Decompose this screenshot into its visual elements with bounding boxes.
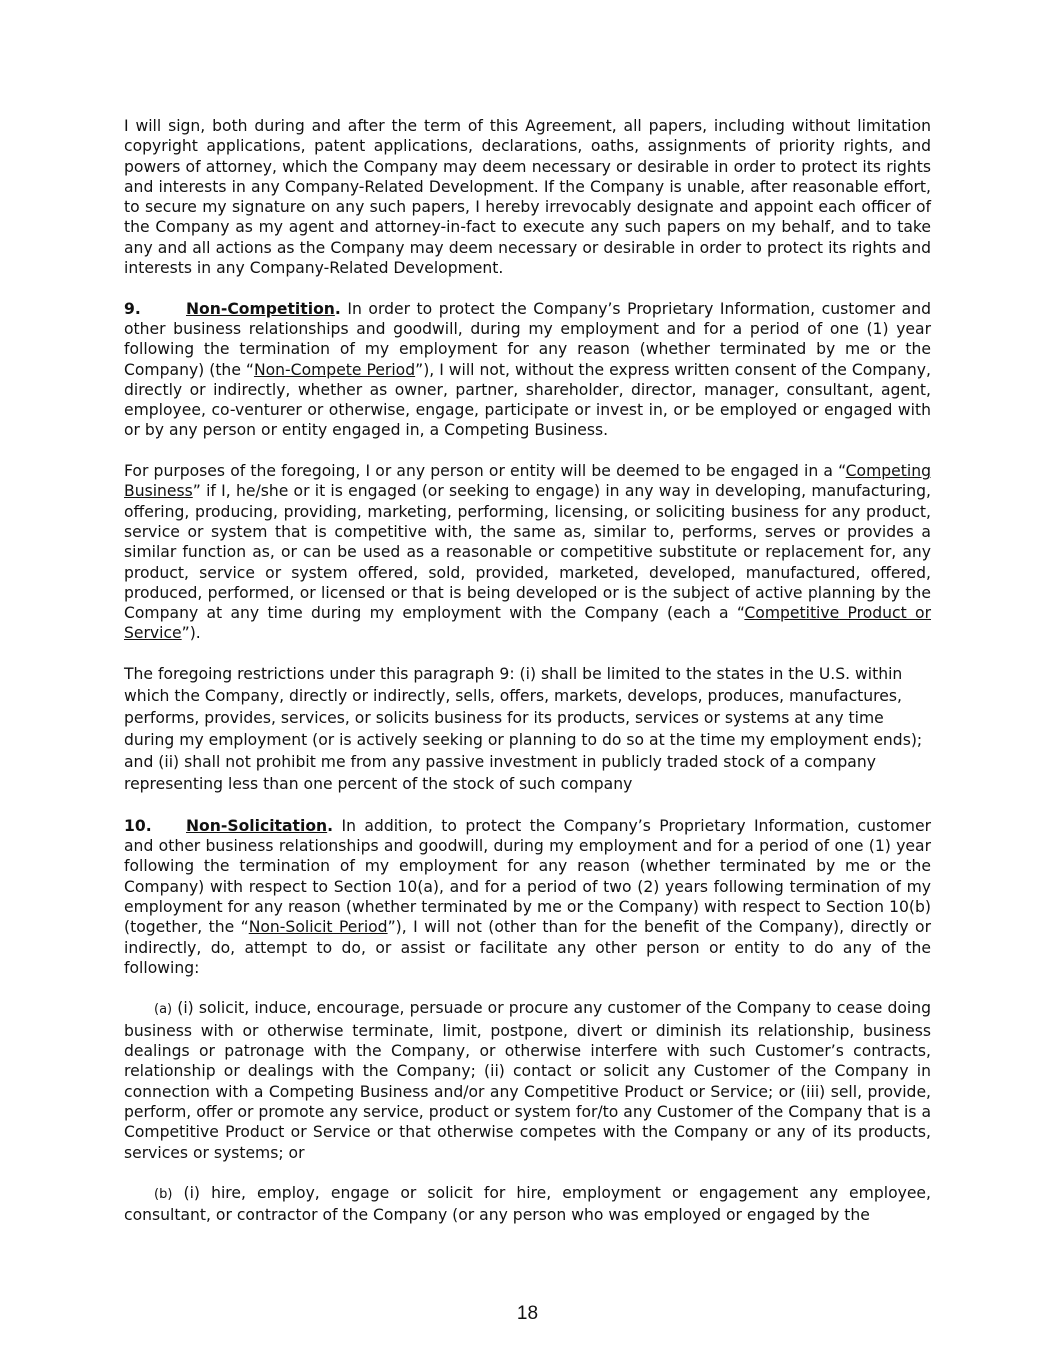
defined-term: Non-Solicit Period bbox=[248, 918, 388, 937]
defined-term: Competing Business bbox=[124, 462, 931, 501]
paragraph-text: ” if I, he/she or it is engaged (or seeking to engage) in any way in developing, manufacturing, offering, producing, providing, marketing, performing, licensing, or soliciting business for any product, service or system that is competitive with, the same as, similar to, performs, serves or provides a similar function as, or can be used as a reasonable or competitive substitute or replacement for, any product, service or system offered, sold, provided, marketed, developed, manufactured, offered, produced, performed, or licensed or that is being developed or is the subject of active planning by the Company at any time during my employment with the Company (each a “ bbox=[124, 482, 931, 623]
section-text: ”), I will not (other than for the benefit of the Company), directly or indirectly, do, attempt to do, or assist or facilitate any other person or entity to do any of the following: bbox=[124, 918, 931, 977]
section-9-non-competition bbox=[124, 299, 931, 441]
subsection-label: (a) bbox=[154, 1002, 173, 1018]
subsection-text: (i) solicit, induce, encourage, persuade or procure any customer of the Company to cease doing business with or otherwise terminate, limit, postpone, divert or diminish its relationship, business dealings or patronage with the Company, or otherwise interfere with such Customer’s contracts, relationship or dealings with the Company; (ii) contact or solicit any Customer of the Company in connection with a Competing Business and/or any Competitive Product or Service; or (iii) sell, provide, perform, offer or promote any service, product or system for/to any Customer of the Company that is a Competitive Product or Service or that otherwise competes with the Company or any of its products, services or systems; or bbox=[124, 999, 931, 1162]
defined-term: Non-Compete Period bbox=[253, 360, 416, 379]
page-number: 18 bbox=[516, 1303, 539, 1324]
subsection-text: (i) hire, employ, engage or solicit for hire, employment or engagement any employee, consultant, or contractor of the Company (or any person who was employed or engaged by the bbox=[124, 1184, 931, 1225]
document-page bbox=[124, 116, 931, 1246]
section-text: In order to protect the Company’s Proprietary Information, customer and other business relationships and goodwill, during my employment and for a period of one (1) year following the termination of my employment for any reason (whether terminated by me or the Company) (the “ bbox=[124, 299, 931, 379]
heading-punct: . bbox=[334, 299, 341, 318]
paragraph-signature-papers: I will sign, both during and after the term of this Agreement, all papers, including without limitation copyright applications, patent applications, declarations, oaths, assignments of priority rights, and powers of attorney, which the Company may deem necessary or desirable in order to protect its rights and interests in any Company-Related Development. If the Company is unable, after reasonable effort, to secure my signature on any such papers, I hereby irrevocably designate and appoint each officer of the Company as my agent and attorney-in-fact to execute any such papers on my behalf, and to take any and all actions as the Company may deem necessary or desirable in order to protect its rights and interests in any Company-Related Development. bbox=[124, 117, 931, 278]
section-number: 10. bbox=[124, 816, 152, 835]
subsection-a bbox=[124, 998, 931, 1162]
paragraph-text: For purposes of the foregoing, I or any person or entity will be deemed to be engaged in a “ bbox=[124, 462, 846, 481]
subsection-b bbox=[124, 1183, 931, 1226]
section-text: ”), I will not, without the express written consent of the Company, directly or indirectly, whether as owner, partner, shareholder, director, manager, consultant, agent, employee, co-venturer or otherwise, engage, participate or invest in, or be employed or engaged with or by any person or entity engaged in, a Competing Business. bbox=[124, 360, 931, 440]
defined-term: Competitive Product or Service bbox=[124, 604, 931, 643]
paragraph-text: ”). bbox=[181, 624, 201, 643]
section-heading: Non-Solicitation bbox=[186, 816, 328, 835]
paragraph-restrictions: The foregoing restrictions under this paragraph 9: (i) shall be limited to the states in the U.S. within which the Company, directly or indirectly, sells, offers, markets, develops, produces, manufactures, performs, provides, services, or solicits business for its products, services or systems at any time during my employment (or is actively seeking or planning to do so at the time my employment ends); and (ii) shall not prohibit me from any passive investment in publicly traded stock of a company representing less than one percent of the stock of such company bbox=[124, 665, 923, 793]
subsection-label: (b) bbox=[154, 1187, 173, 1203]
section-heading: Non-Competition bbox=[186, 299, 335, 318]
heading-punct: . bbox=[327, 816, 334, 835]
section-text: In addition, to protect the Company’s Proprietary Information, customer and other business relationships and goodwill, during my employment and for a period of one (1) year following the termination of my employment for any reason (whether terminated by me or the Company) with respect to Section 10(a), and for a period of two (2) years following termination of my employment for any reason (whether terminated by me or the Company) with respect to Section 10(b) (together, the “ bbox=[124, 816, 931, 937]
section-number: 9. bbox=[124, 299, 141, 318]
paragraph-competing-business bbox=[124, 461, 931, 644]
section-10-non-solicitation bbox=[124, 816, 931, 978]
